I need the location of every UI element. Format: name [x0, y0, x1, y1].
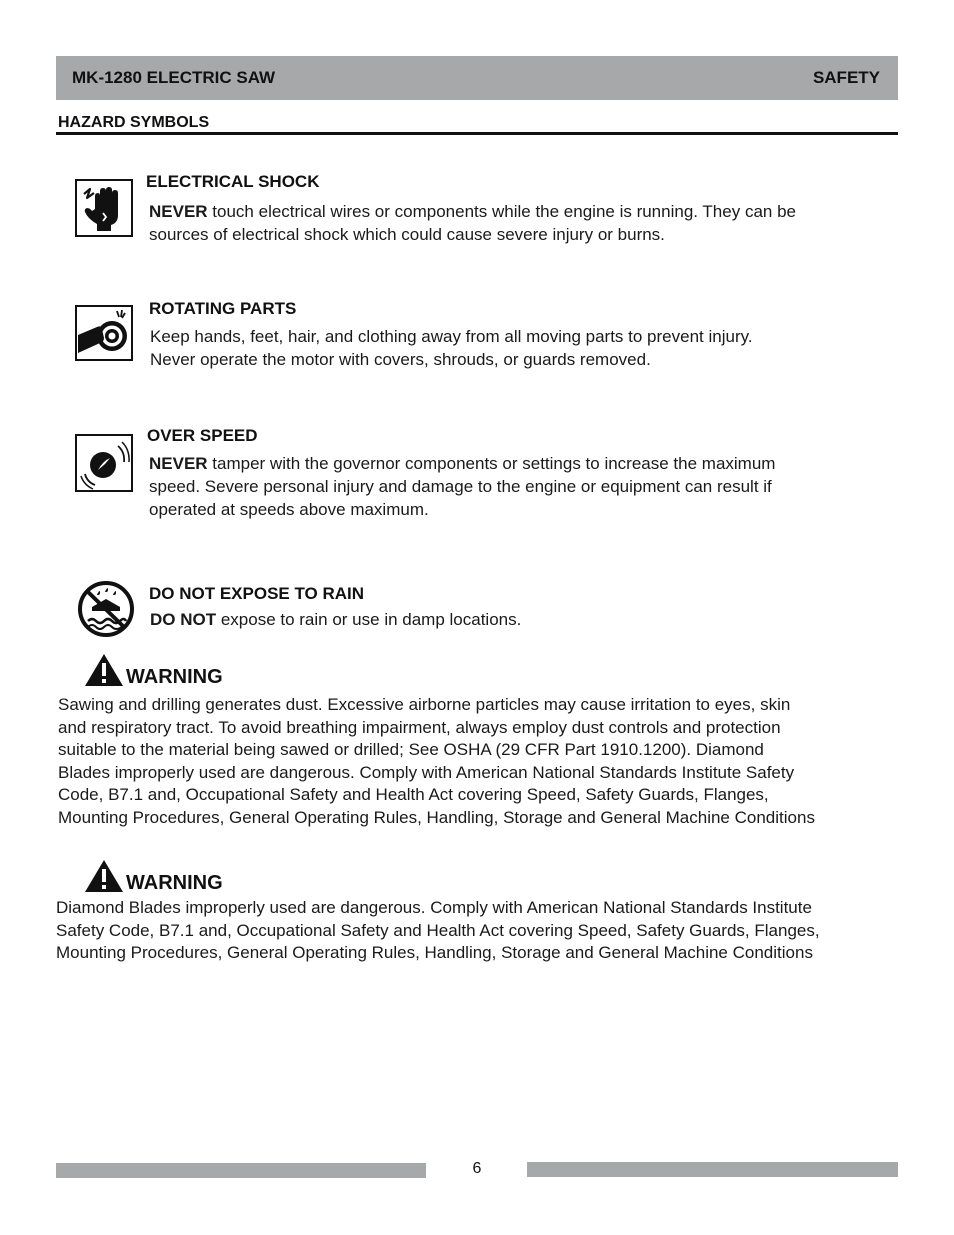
section-title: HAZARD SYMBOLS	[58, 114, 210, 131]
footer-bar-left	[56, 1163, 426, 1178]
hazard-description: NEVER tamper with the governor components or settings to increase the maximum speed. Severe personal injury and damage to the engine or equipment can result if operated at speeds above maximum.	[149, 454, 776, 519]
hazard-description: DO NOT expose to rain or use in damp locations.	[150, 610, 522, 629]
hazard-description: Keep hands, feet, hair, and clothing away from all moving parts to prevent injury. Never operate the motor with covers, shrouds, or guards removed.	[150, 327, 753, 369]
warning-text: Sawing and drilling generates dust. Excessive airborne particles may cause irritation to eyes, skin and respiratory tract. To avoid breathing impairment, always employ dust controls and protection suitable to the material being sawed or drilled; See OSHA (29 CFR Part 1910.1200). Diamond Blades improperly used are dangerous. Comply with American National Standards Institute Safety Code, B7.1 and, Occupational Safety and Health Act covering Speed, Safety Guards, Flanges, Mounting Procedures, General Operating Rules, Handling, Storage and General Machine Conditions	[58, 695, 815, 827]
warning-label: WARNING	[126, 872, 223, 894]
section-divider	[56, 132, 898, 135]
warning-text: Diamond Blades improperly used are dangerous. Comply with American National Standards Institute Safety Code, B7.1 and, Occupational Safety and Health Act covering Speed, Safety Guards, Flanges, Mounting Procedures, General Operating Rules, Handling, Storage and General Machine Conditions	[56, 898, 820, 963]
electrical-shock-icon	[75, 179, 133, 237]
no-rain-icon	[76, 579, 136, 639]
warning-heading	[84, 859, 223, 893]
warning-heading	[84, 653, 223, 687]
header-bar	[56, 56, 898, 100]
emphasis: NEVER	[149, 454, 208, 473]
hazard-title: OVER SPEED	[147, 426, 258, 445]
footer-bar-right	[527, 1162, 898, 1177]
hazard-title: ROTATING PARTS	[149, 299, 297, 318]
hazard-title: ELECTRICAL SHOCK	[146, 172, 320, 191]
warning-label: WARNING	[126, 666, 223, 688]
page-number: 6	[472, 1160, 482, 1177]
warning-triangle-icon	[84, 859, 124, 893]
document-title: MK-1280 ELECTRIC SAW	[72, 68, 276, 87]
hazard-description: NEVER touch electrical wires or components while the engine is running. They can be sources of electrical shock which could cause severe injury or burns.	[149, 202, 796, 244]
warning-triangle-icon	[84, 653, 124, 687]
hazard-title: DO NOT EXPOSE TO RAIN	[149, 584, 365, 603]
emphasis: NEVER	[149, 202, 208, 221]
rotating-parts-icon	[75, 305, 133, 361]
over-speed-icon	[75, 434, 133, 492]
section-label: SAFETY	[812, 68, 880, 87]
emphasis: DO NOT	[150, 610, 217, 629]
